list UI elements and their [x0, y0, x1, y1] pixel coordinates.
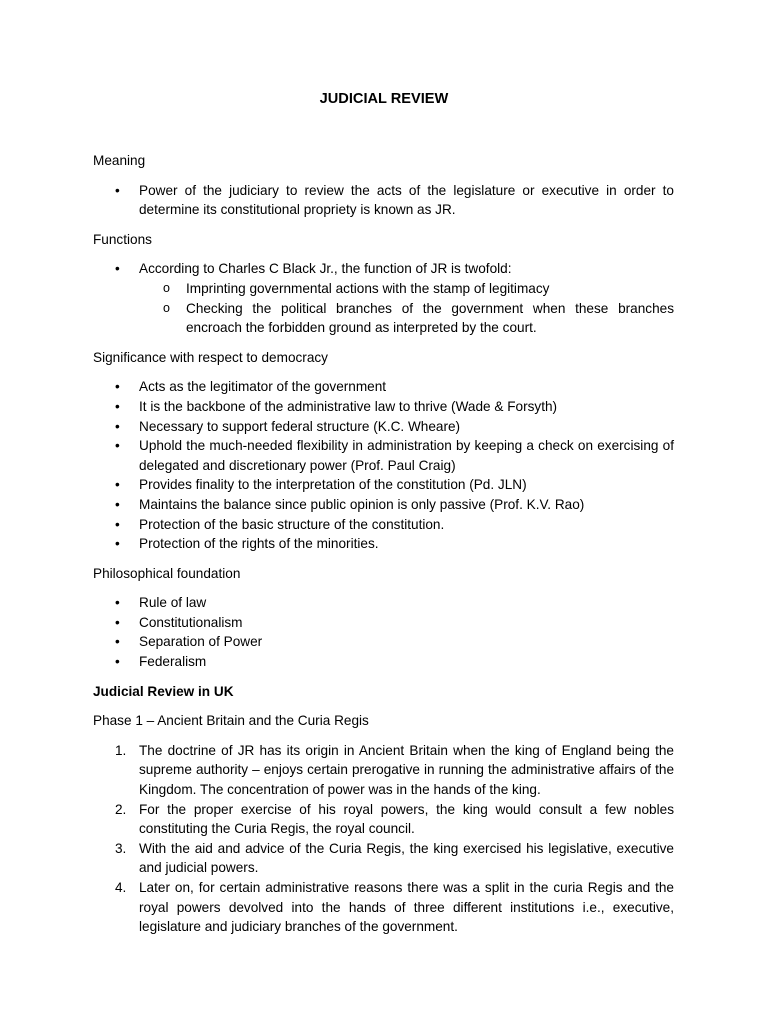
- list-item: • Separation of Power: [93, 632, 674, 652]
- list-item: • Maintains the balance since public opinion is only passive (Prof. K.V. Rao): [93, 495, 674, 515]
- significance-list: [93, 377, 674, 553]
- list-item: • Protection of the basic structure of the constitution.: [93, 515, 674, 535]
- numbered-item: [93, 878, 674, 937]
- item-text: Later on, for certain administrative reasons there was a split in the curia Regis and the royal powers devolved into the hands of three different institutions i.e., executive, legislature and judiciary branches of the government.: [139, 880, 674, 935]
- functions-sublist: [93, 279, 674, 338]
- section-heading-functions: Functions: [93, 231, 152, 247]
- list-item: • Protection of the rights of the minorities.: [93, 534, 674, 554]
- section-heading-meaning: Meaning: [93, 153, 146, 168]
- numbered-item: [93, 839, 674, 878]
- list-item: • It is the backbone of the administrative law to thrive (Wade & Forsyth): [93, 397, 674, 417]
- list-item: • Necessary to support federal structure (K.C. Wheare): [93, 417, 674, 437]
- phase-heading: Phase 1 – Ancient Britain and the Curia Regis: [93, 713, 369, 729]
- item-text: For the proper exercise of his royal powers, the king would consult a few nobles constituting the Curia Regis, the royal council.: [139, 801, 674, 837]
- sublist-item: o Checking the political branches of the government when these branches encroach the forbidden ground as interpreted by the court.: [93, 299, 674, 338]
- document-body: [93, 151, 674, 937]
- item-number: 1.: [115, 742, 127, 758]
- item-number: 3.: [115, 840, 127, 856]
- uk-numbered-list: [93, 741, 674, 937]
- list-item: • Provides finality to the interpretation of the constitution (Pd. JLN): [93, 475, 674, 495]
- meaning-list: [93, 181, 674, 220]
- document-title: JUDICIAL REVIEW: [319, 91, 449, 107]
- numbered-item: [93, 741, 674, 800]
- section-heading-uk: Judicial Review in UK: [93, 683, 234, 699]
- list-item: • Power of the judiciary to review the acts of the legislature or executive in order to determine its constitutional propriety is known as JR.: [93, 181, 674, 220]
- functions-list: [93, 259, 674, 279]
- list-item: • Uphold the much-needed flexibility in administration by keeping a check on exercising of delegated and discretionary power (Prof. Paul Craig): [93, 436, 674, 475]
- list-item: • According to Charles C Black Jr., the function of JR is twofold:: [93, 259, 674, 279]
- item-number: 2.: [115, 801, 127, 817]
- philosophy-list: [93, 593, 674, 671]
- item-text: The doctrine of JR has its origin in Ancient Britain when the king of England being the supreme authority – enjoys certain prerogative in running the administrative affairs of the Kingdom. The concentration of power was in the hands of the king.: [139, 742, 674, 798]
- numbered-item: [93, 800, 674, 839]
- section-heading-philosophy: Philosophical foundation: [93, 565, 241, 581]
- list-item: • Rule of law: [93, 593, 674, 613]
- item-text: With the aid and advice of the Curia Regis, the king exercised his legislative, executive and judicial powers.: [139, 840, 674, 876]
- section-heading-significance: Significance with respect to democracy: [93, 349, 328, 365]
- list-item: • Acts as the legitimator of the government: [93, 377, 674, 397]
- list-item: • Constitutionalism: [93, 613, 674, 633]
- item-number: 4.: [115, 880, 127, 895]
- sublist-item: o Imprinting governmental actions with the stamp of legitimacy: [93, 279, 674, 299]
- list-item: • Federalism: [93, 652, 674, 672]
